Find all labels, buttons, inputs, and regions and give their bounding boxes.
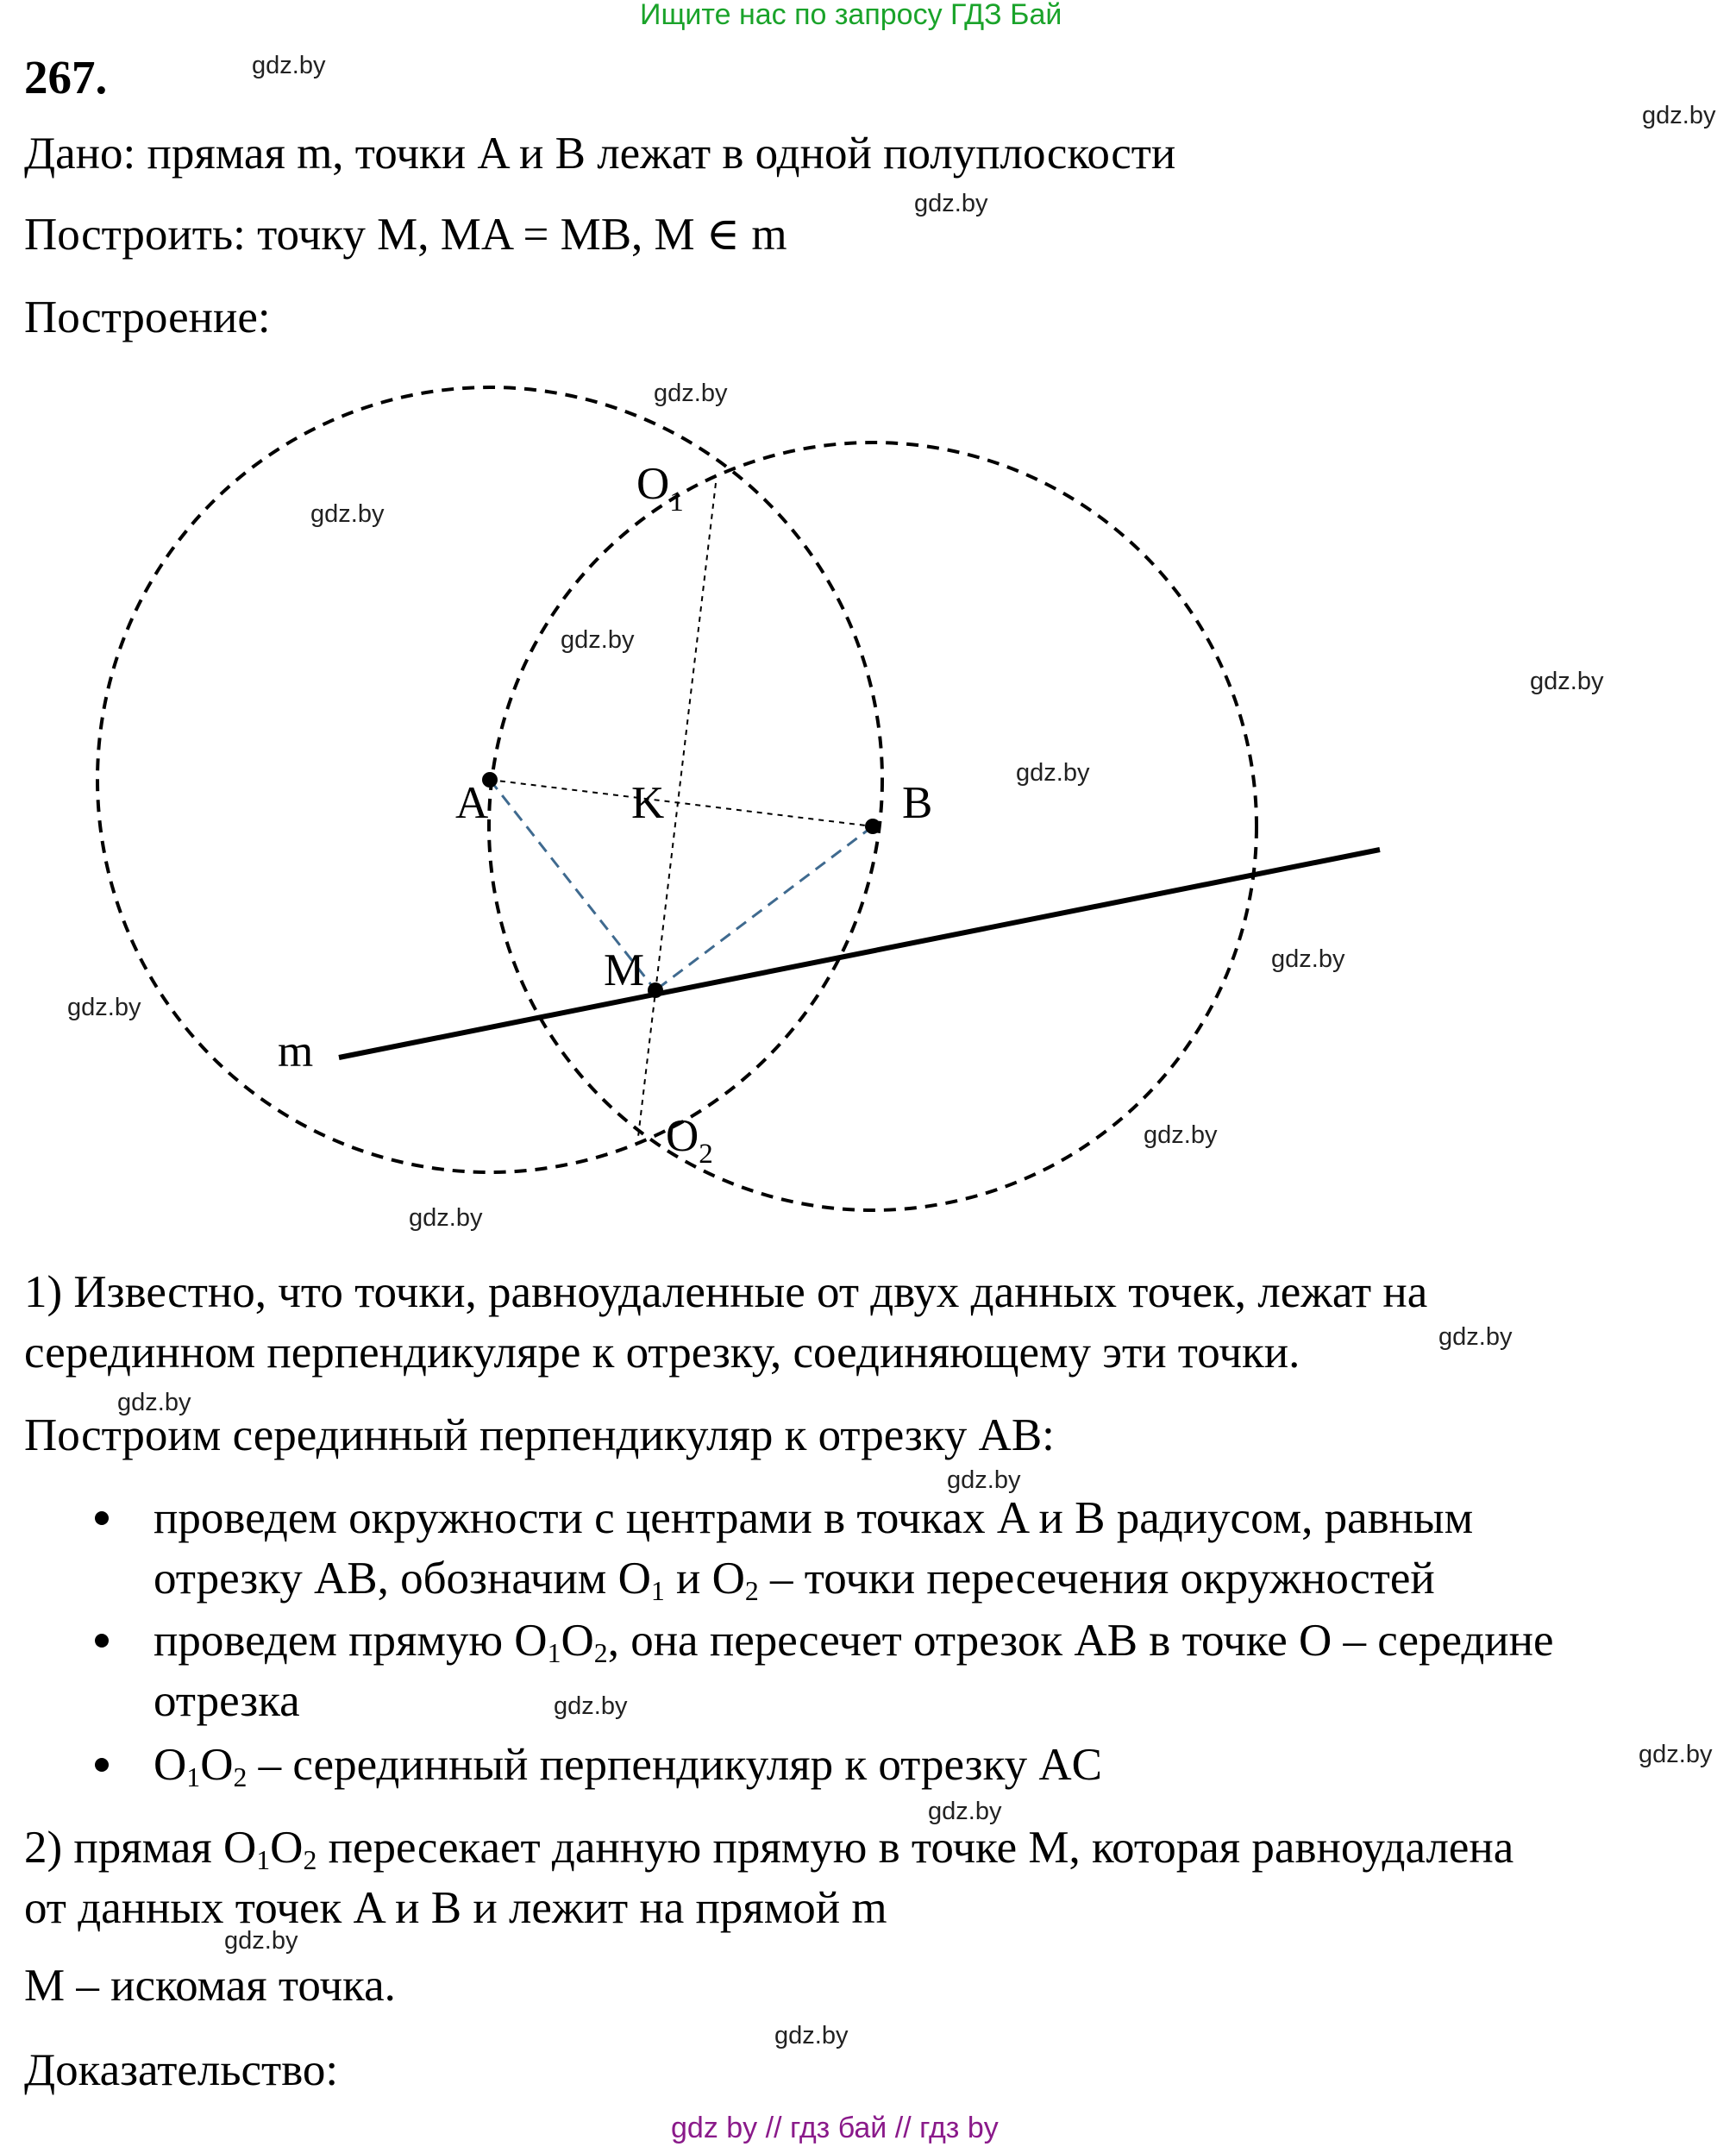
point-b: [865, 819, 881, 834]
step1-line1: 1) Известно, что точки, равноудаленные от двух данных точек, лежат на: [24, 1267, 1428, 1317]
watermark: gdz.by: [928, 1798, 1002, 1825]
watermark: gdz.by: [1016, 759, 1090, 787]
bullet2-line1: проведем прямую $O_1O_2$, она пересечет отрезок AB в точке O – середине: [154, 1616, 1554, 1668]
watermark: gdz.by: [1642, 102, 1716, 129]
search-hint-link[interactable]: Ищите нас по запросу ГДЗ Бай: [640, 0, 1062, 31]
step2-line1: 2) прямая $O_1O_2$ пересекает данную прямую в точке M, которая равноудалена: [24, 1823, 1514, 1875]
given-line: Дано: прямая m, точки A и B лежат в одной полуплоскости: [24, 129, 1176, 179]
watermark: gdz.by: [117, 1389, 191, 1416]
watermark: gdz.by: [1639, 1741, 1713, 1768]
line-m: [339, 850, 1380, 1058]
footer-links[interactable]: gdz by // гдз бай // гдз by: [671, 2112, 999, 2144]
label-b: B: [902, 778, 933, 828]
label-a: A: [455, 778, 489, 828]
watermark: gdz.by: [409, 1204, 483, 1232]
segment-mb: [655, 826, 873, 990]
bullet-3: [95, 1758, 109, 1772]
watermark: gdz.by: [310, 500, 385, 528]
step2-line2: от данных точек A и B и лежит на прямой m: [24, 1883, 887, 1933]
watermark: gdz.by: [947, 1466, 1021, 1494]
step1-line2: серединном перпендикуляре к отрезку, соединяющему эти точки.: [24, 1328, 1300, 1378]
bullet1-line1: проведем окружности с центрами в точках A и B радиусом, равным: [154, 1493, 1474, 1543]
watermark: gdz.by: [1144, 1121, 1218, 1149]
construction-heading: Построение:: [24, 292, 271, 342]
watermark: gdz.by: [1438, 1323, 1513, 1351]
bullet-1: [95, 1511, 109, 1525]
conclusion: M – искомая точка.: [24, 1961, 396, 2011]
label-o2: $O_2$: [666, 1111, 713, 1170]
problem-number: 267.: [24, 51, 108, 104]
watermark: gdz.by: [252, 52, 326, 79]
bullet3-line: $O_1O_2$ – серединный перпендикуляр к отрезку AC: [154, 1740, 1102, 1792]
segment-ab: [490, 780, 873, 826]
label-o1: $O_1$: [636, 459, 684, 518]
bullet1-line2: отрезку AB, обозначим $O_1$ и $O_2$ – точки пересечения окружностей: [154, 1554, 1435, 1606]
watermark: gdz.by: [554, 1692, 628, 1720]
watermark: gdz.by: [1530, 668, 1604, 695]
bullet2-line2: отрезка: [154, 1676, 300, 1726]
label-k: K: [631, 778, 665, 828]
bullet-2: [95, 1634, 109, 1648]
proof-heading: Доказательство:: [24, 2045, 339, 2095]
build-intro: Построим серединный перпендикуляр к отрезку AB:: [24, 1410, 1055, 1460]
watermark: gdz.by: [654, 380, 728, 407]
point-m: [648, 982, 663, 998]
watermark: gdz.by: [1271, 945, 1345, 973]
watermark: gdz.by: [561, 626, 635, 654]
construct-line: Построить: точку M, MA = MB, M ∈ m: [24, 210, 787, 260]
label-m-point: M: [604, 945, 645, 995]
watermark: gdz.by: [914, 190, 988, 217]
watermark: gdz.by: [67, 994, 141, 1021]
watermark: gdz.by: [224, 1927, 298, 1955]
watermark: gdz.by: [774, 2022, 849, 2049]
label-line-m: m: [278, 1026, 314, 1076]
